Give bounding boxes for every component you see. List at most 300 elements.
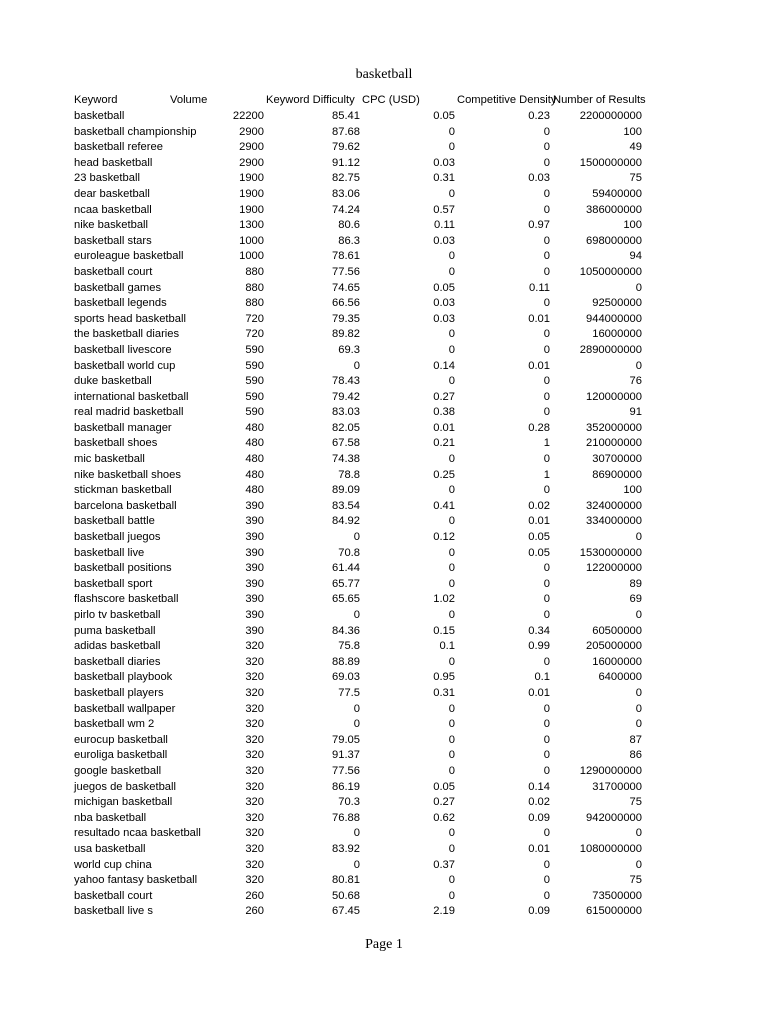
table-row [74,125,650,141]
table-row [74,281,650,297]
header-volume: Volume [170,94,208,106]
cpc-cell: 0 [448,515,455,528]
keyword-cell: eurocup basketball [74,733,168,746]
keyword-cell: pirlo tv basketball [74,609,161,621]
volume-cell: 390 [245,562,264,575]
cpc-cell: 0.05 [433,780,455,793]
table-row [74,343,650,359]
cpc-cell: 0.31 [433,686,455,699]
results-cell: 6400000 [598,671,642,684]
difficulty-cell: 77.56 [332,764,360,777]
table-row [74,592,650,608]
volume-cell: 390 [245,515,264,528]
table-row [74,561,650,577]
difficulty-cell: 0 [353,702,360,715]
density-cell: 0 [543,141,550,154]
table-row [74,359,650,375]
volume-cell: 1000 [239,234,264,247]
results-cell: 698000000 [586,234,642,247]
results-cell: 2890000000 [579,343,642,356]
volume-cell: 390 [245,577,264,590]
cpc-cell: 0 [448,328,455,341]
cpc-cell: 0.27 [433,796,455,809]
table-row [74,218,650,234]
cpc-cell: 0 [448,250,455,263]
difficulty-cell: 50.68 [332,889,360,902]
results-cell: 31700000 [592,780,642,793]
density-cell: 0 [543,733,550,746]
volume-cell: 1900 [239,187,264,200]
volume-cell: 320 [245,671,264,684]
density-cell: 0 [543,593,550,606]
density-cell: 0 [543,858,550,871]
results-cell: 1290000000 [579,764,642,777]
difficulty-cell: 74.65 [332,281,360,294]
keyword-cell: basketball players [74,686,164,699]
volume-cell: 390 [245,609,264,621]
table-row [74,717,650,733]
density-cell: 0.97 [528,219,550,232]
results-cell: 210000000 [586,437,642,450]
difficulty-cell: 91.37 [332,749,360,762]
volume-cell: 260 [245,889,264,902]
table-row [74,624,650,640]
keyword-table [74,92,650,920]
density-cell: 0.01 [528,515,550,528]
cpc-cell: 0 [448,453,455,466]
cpc-cell: 0.05 [433,281,455,294]
table-row [74,436,650,452]
keyword-cell: basketball live s [74,905,153,918]
results-cell: 87 [629,733,642,746]
difficulty-cell: 86.19 [332,780,360,793]
density-cell: 0 [543,764,550,777]
results-cell: 205000000 [586,640,642,653]
table-row [74,312,650,328]
cpc-cell: 0.01 [433,421,455,434]
cpc-cell: 0.95 [433,671,455,684]
density-cell: 0 [543,889,550,902]
density-cell: 0 [543,827,550,840]
difficulty-cell: 75.8 [338,640,360,653]
results-cell: 75 [629,796,642,809]
density-cell: 0 [543,577,550,590]
table-row [74,826,650,842]
cpc-cell: 0 [448,187,455,200]
cpc-cell: 1.02 [433,593,455,606]
cpc-cell: 2.19 [433,905,455,918]
keyword-cell: basketball referee [74,141,163,154]
volume-cell: 390 [245,593,264,606]
difficulty-cell: 89.09 [332,484,360,497]
cpc-cell: 0 [448,609,455,621]
density-cell: 0 [543,749,550,762]
results-cell: 89 [629,577,642,590]
difficulty-cell: 91.12 [332,156,360,169]
difficulty-cell: 67.58 [332,437,360,450]
results-cell: 16000000 [592,655,642,668]
keyword-cell: barcelona basketball [74,499,177,512]
difficulty-cell: 74.24 [332,203,360,216]
keyword-cell: basketball diaries [74,655,161,668]
volume-cell: 880 [245,297,264,310]
difficulty-cell: 79.42 [332,390,360,403]
density-cell: 0 [543,265,550,278]
cpc-cell: 0.11 [434,219,455,232]
volume-cell: 320 [245,686,264,699]
density-cell: 0 [543,187,550,200]
density-cell: 0.03 [528,172,550,185]
volume-cell: 320 [245,702,264,715]
density-cell: 0 [543,718,550,731]
density-cell: 0.23 [528,110,550,122]
difficulty-cell: 83.06 [332,187,360,200]
results-cell: 1080000000 [579,842,642,855]
cpc-cell: 0 [448,577,455,590]
results-cell: 944000000 [586,312,642,325]
cpc-cell: 0 [448,764,455,777]
keyword-cell: nike basketball [74,219,149,232]
density-cell: 0.01 [528,359,550,372]
table-row [74,842,650,858]
volume-cell: 320 [245,764,264,777]
results-cell: 0 [635,827,642,840]
difficulty-cell: 0 [353,858,360,871]
cpc-cell: 0 [448,343,455,356]
volume-cell: 320 [245,811,264,824]
density-cell: 0 [543,562,550,575]
results-cell: 352000000 [586,421,642,434]
difficulty-cell: 79.35 [332,312,360,325]
cpc-cell: 0.03 [433,234,455,247]
keyword-cell: basketball stars [74,234,152,247]
keyword-cell: usa basketball [74,842,146,855]
cpc-cell: 0.57 [433,203,455,216]
keyword-cell: basketball livescore [74,343,172,356]
density-cell: 0 [543,234,550,247]
table-row [74,203,650,219]
table-row [74,468,650,484]
cpc-cell: 0.38 [433,406,455,419]
volume-cell: 480 [245,437,264,450]
volume-cell: 480 [245,484,264,497]
volume-cell: 880 [245,281,264,294]
keyword-cell: basketball wallpaper [74,702,176,715]
table-row [74,795,650,811]
density-cell: 0 [543,655,550,668]
cpc-cell: 0 [448,655,455,668]
difficulty-cell: 79.05 [332,733,360,746]
table-row [74,405,650,421]
cpc-cell: 0.03 [433,297,455,310]
cpc-cell: 0 [448,718,455,731]
keyword-cell: adidas basketball [74,640,161,653]
density-cell: 0.01 [528,312,550,325]
difficulty-cell: 78.43 [332,375,360,388]
keyword-cell: sports head basketball [74,312,186,325]
table-row [74,249,650,265]
volume-cell: 880 [245,265,264,278]
keyword-cell: puma basketball [74,624,156,637]
results-cell: 75 [629,172,642,185]
difficulty-cell: 0 [353,718,360,731]
results-cell: 122000000 [586,562,642,575]
difficulty-cell: 89.82 [332,328,360,341]
table-row [74,483,650,499]
difficulty-cell: 85.41 [332,110,360,122]
density-cell: 0 [543,390,550,403]
keyword-cell: 23 basketball [74,172,140,185]
volume-cell: 590 [245,406,264,419]
keyword-cell: head basketball [74,156,153,169]
cpc-cell: 0 [448,141,455,154]
difficulty-cell: 78.8 [338,468,360,481]
table-row [74,670,650,686]
density-cell: 0.01 [528,842,550,855]
difficulty-cell: 74.38 [332,453,360,466]
results-cell: 942000000 [586,811,642,824]
cpc-cell: 0.03 [433,156,455,169]
table-row [74,811,650,827]
cpc-cell: 0.21 [433,437,455,450]
keyword-cell: stickman basketball [74,484,172,497]
density-cell: 0 [543,297,550,310]
difficulty-cell: 83.54 [332,499,360,512]
keyword-cell: basketball live [74,546,145,559]
results-cell: 324000000 [586,499,642,512]
volume-cell: 320 [245,718,264,731]
keyword-cell: euroleague basketball [74,250,184,263]
volume-cell: 1900 [239,203,264,216]
keyword-cell: the basketball diaries [74,328,180,341]
table-row [74,748,650,764]
results-cell: 100 [623,219,642,232]
header-competitive-density: Competitive Density [457,94,557,106]
keyword-cell: basketball legends [74,297,167,310]
difficulty-cell: 84.36 [332,624,360,637]
density-cell: 0.05 [528,546,550,559]
keyword-cell: basketball wm 2 [74,718,155,731]
table-row [74,296,650,312]
cpc-cell: 0 [448,842,455,855]
volume-cell: 590 [245,390,264,403]
table-row [74,187,650,203]
difficulty-cell: 70.3 [338,796,360,809]
page-title: basketball [355,67,413,82]
volume-cell: 2900 [239,156,264,169]
density-cell: 1 [543,468,550,481]
results-cell: 0 [635,531,642,544]
cpc-cell: 0.14 [433,359,455,372]
volume-cell: 320 [245,858,264,871]
results-cell: 1050000000 [579,265,642,278]
volume-cell: 320 [245,874,264,887]
table-row [74,421,650,437]
results-cell: 0 [635,281,642,294]
keyword-cell: basketball manager [74,421,172,434]
density-cell: 0.99 [528,640,550,653]
cpc-cell: 0.41 [433,499,455,512]
cpc-cell: 0 [448,733,455,746]
density-cell: 0 [543,406,550,419]
volume-cell: 1900 [239,172,264,185]
keyword-cell: ncaa basketball [74,203,152,216]
table-row [74,577,650,593]
difficulty-cell: 86.3 [338,234,360,247]
keyword-cell: basketball positions [74,562,172,575]
keyword-cell: euroliga basketball [74,749,168,762]
results-cell: 100 [623,125,642,138]
difficulty-cell: 87.68 [332,125,360,138]
cpc-cell: 0.27 [433,390,455,403]
table-row [74,452,650,468]
table-row [74,858,650,874]
density-cell: 0.09 [528,811,550,824]
keyword-cell: basketball playbook [74,671,173,684]
volume-cell: 260 [245,905,264,918]
table-row [74,873,650,889]
results-cell: 86 [629,749,642,762]
volume-cell: 1300 [239,219,264,232]
cpc-cell: 0.05 [433,110,455,122]
density-cell: 0 [543,375,550,388]
density-cell: 0.09 [528,905,550,918]
density-cell: 0.1 [534,671,550,684]
table-row [74,530,650,546]
table-row [74,140,650,156]
keyword-cell: google basketball [74,764,162,777]
keyword-cell: basketball shoes [74,437,158,450]
table-row [74,374,650,390]
table-row [74,655,650,671]
cpc-cell: 0.37 [433,858,455,871]
header-keyword: Keyword [74,94,118,106]
cpc-cell: 0.15 [433,624,455,637]
difficulty-cell: 88.89 [332,655,360,668]
volume-cell: 390 [245,499,264,512]
volume-cell: 720 [245,328,264,341]
cpc-cell: 0.62 [433,811,455,824]
keyword-cell: resultado ncaa basketball [74,827,201,840]
difficulty-cell: 76.88 [332,811,360,824]
table-row [74,702,650,718]
keyword-cell: nike basketball shoes [74,468,181,481]
difficulty-cell: 82.75 [332,172,360,185]
difficulty-cell: 0 [353,531,360,544]
volume-cell: 590 [245,359,264,372]
results-cell: 0 [635,359,642,372]
cpc-cell: 0 [448,889,455,902]
volume-cell: 480 [245,421,264,434]
results-cell: 0 [635,686,642,699]
keyword-cell: michigan basketball [74,796,173,809]
volume-cell: 590 [245,343,264,356]
keyword-cell: basketball championship [74,125,197,138]
keyword-cell: basketball court [74,889,153,902]
volume-cell: 390 [245,531,264,544]
density-cell: 0.01 [528,686,550,699]
difficulty-cell: 65.77 [332,577,360,590]
difficulty-cell: 77.5 [338,686,360,699]
keyword-cell: real madrid basketball [74,406,184,419]
cpc-cell: 0 [448,265,455,278]
table-row [74,514,650,530]
keyword-cell: basketball sport [74,577,153,590]
density-cell: 0.14 [528,780,550,793]
cpc-cell: 0.31 [433,172,455,185]
results-cell: 86900000 [592,468,642,481]
table-row [74,889,650,905]
results-cell: 73500000 [592,889,642,902]
keyword-cell: basketball court [74,265,153,278]
results-cell: 59400000 [592,187,642,200]
volume-cell: 1000 [239,250,264,263]
density-cell: 0.28 [528,421,550,434]
results-cell: 100 [623,484,642,497]
cpc-cell: 0 [448,125,455,138]
volume-cell: 590 [245,375,264,388]
table-row [74,390,650,406]
table-row [74,733,650,749]
header-number-of-results: Number of Results [553,94,646,106]
keyword-cell: dear basketball [74,187,150,200]
volume-cell: 2900 [239,141,264,154]
difficulty-cell: 0 [353,359,360,372]
keyword-cell: duke basketball [74,375,152,388]
difficulty-cell: 70.8 [338,546,360,559]
difficulty-cell: 79.62 [332,141,360,154]
header-keyword-difficulty: Keyword Difficulty [266,94,355,106]
cpc-cell: 0.25 [433,468,455,481]
difficulty-cell: 61.44 [332,562,360,575]
density-cell: 0.11 [529,281,550,294]
volume-cell: 320 [245,796,264,809]
density-cell: 0.02 [528,796,550,809]
cpc-cell: 0 [448,562,455,575]
density-cell: 0 [543,453,550,466]
table-row [74,639,650,655]
keyword-cell: mic basketball [74,453,145,466]
difficulty-cell: 84.92 [332,515,360,528]
results-cell: 91 [629,406,642,419]
volume-cell: 720 [245,312,264,325]
results-cell: 0 [635,702,642,715]
volume-cell: 320 [245,733,264,746]
density-cell: 1 [543,437,550,450]
keyword-cell: basketball [74,110,125,122]
table-row [74,265,650,281]
results-cell: 1500000000 [579,156,642,169]
results-cell: 94 [629,250,642,263]
table-row [74,499,650,515]
volume-cell: 320 [245,640,264,653]
results-cell: 0 [635,609,642,621]
density-cell: 0 [543,125,550,138]
keyword-cell: yahoo fantasy basketball [74,874,198,887]
cpc-cell: 0 [448,546,455,559]
keyword-cell: basketball juegos [74,531,161,544]
results-cell: 386000000 [586,203,642,216]
difficulty-cell: 0 [353,827,360,840]
density-cell: 0.34 [528,624,550,637]
cpc-cell: 0 [448,375,455,388]
keyword-cell: basketball games [74,281,162,294]
keyword-cell: basketball battle [74,515,155,528]
results-cell: 0 [635,718,642,731]
cpc-cell: 0 [448,749,455,762]
results-cell: 30700000 [592,453,642,466]
density-cell: 0.05 [528,531,550,544]
